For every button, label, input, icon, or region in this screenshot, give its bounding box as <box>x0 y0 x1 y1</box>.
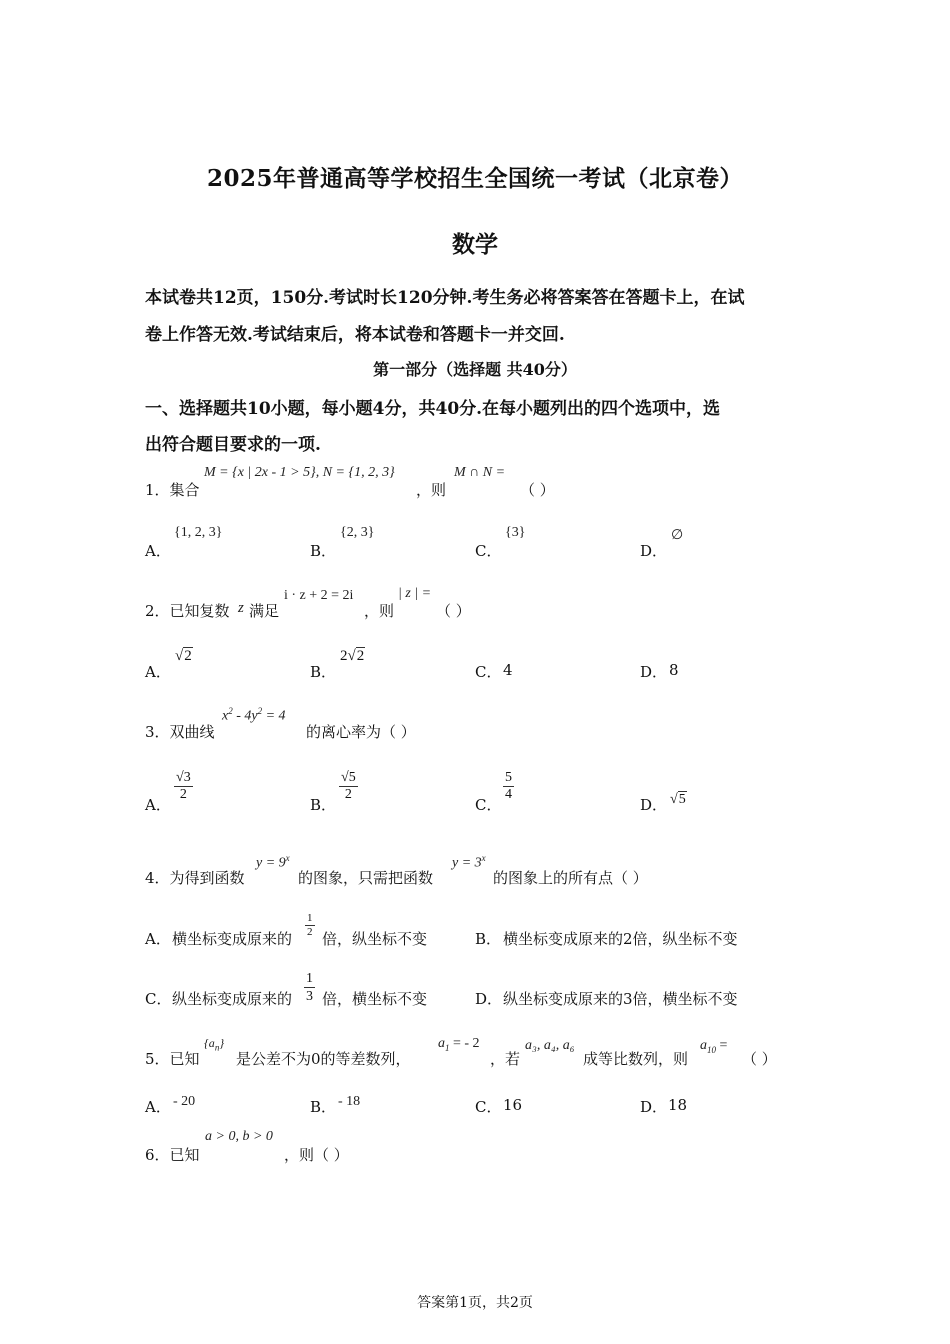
q3-eq-x-exponent: 2 <box>228 706 233 716</box>
q3-eq-rhs: = 4 <box>262 708 286 724</box>
q3-option-a-fraction <box>174 770 193 803</box>
instructions-line-1: 本试卷共12页，150分.考试时长120分钟.考生务必将答案答在答题卡上，在试 <box>145 288 745 308</box>
question-3-suffix: 的离心率为（ ） <box>306 723 416 741</box>
q3-option-b-label: B． <box>310 796 337 814</box>
question-5-mid-3: 成等比数列，则 <box>583 1050 689 1068</box>
q3-option-b-numerator: √5 <box>341 770 356 785</box>
q4-option-c-text-before: 纵坐标变成原来的 <box>172 990 293 1008</box>
q2-option-b-radicand: 2 <box>356 648 365 664</box>
question-4-function-1 <box>256 853 290 872</box>
q5-option-a-value: - 20 <box>173 1094 196 1109</box>
q5-ask-var: a <box>700 1038 707 1053</box>
q5-a1-subscript: 1 <box>445 1042 450 1053</box>
q5-seq-open: {a <box>204 1036 215 1050</box>
question-6-condition: a > 0, b > 0 <box>205 1129 273 1144</box>
q2-option-a-label: A． <box>145 663 171 681</box>
q3-option-a-numerator: √3 <box>176 770 191 785</box>
question-5-paren: （ ） <box>742 1050 777 1068</box>
q5-ask-subscript: 10 <box>707 1044 716 1055</box>
question-3-equation <box>222 706 286 725</box>
q5-a1-value: = - 2 <box>449 1036 480 1051</box>
q5-option-a-label: A． <box>145 1098 171 1116</box>
q4-f1-exponent: x <box>285 853 290 863</box>
q2-option-c-label: C． <box>475 663 502 681</box>
q3-option-d-radicand: 5 <box>678 792 686 807</box>
q5-option-b-value: - 18 <box>338 1094 361 1109</box>
q4-option-b-text: 横坐标变成原来的2倍，纵坐标不变 <box>503 930 738 948</box>
question-2-paren: （ ） <box>436 602 471 620</box>
q3-option-d-label: D． <box>640 796 668 814</box>
question-2-variable: z <box>238 600 244 616</box>
q4-option-c-text-after: 倍，横坐标不变 <box>322 990 428 1008</box>
q1-option-d-label: D． <box>640 542 668 560</box>
page-footer: 答案第1页，共2页 <box>417 1295 533 1311</box>
question-1-mid: ，则 <box>416 481 447 499</box>
question-2-mid-2: ，则 <box>364 602 395 620</box>
q5-ask-equals: = <box>716 1038 728 1053</box>
q3-option-d-value: √5 <box>670 792 686 807</box>
q4-option-a-label: A． <box>145 930 171 948</box>
q1-option-a-label: A． <box>145 542 171 560</box>
question-1-paren: （ ） <box>520 481 555 499</box>
question-6-prefix: 6．已知 <box>145 1146 200 1164</box>
question-3-prefix: 3．双曲线 <box>145 723 215 741</box>
q4-option-a-fraction <box>305 912 315 939</box>
q1-option-a-value: {1, 2, 3} <box>174 525 223 540</box>
q4-option-a-denominator: 2 <box>307 926 313 938</box>
q2-option-b-coefficient: 2 <box>340 648 348 664</box>
q4-f1-base: y = 9 <box>256 855 286 871</box>
q5-option-d-label: D． <box>640 1098 668 1116</box>
instructions-line-2: 卷上作答无效.考试结束后，将本试卷和答题卡一并交回. <box>145 325 565 345</box>
q1-option-b-label: B． <box>310 542 337 560</box>
q5-seq-subscript: n <box>214 1042 220 1053</box>
q3-option-a-denominator: 2 <box>179 787 187 802</box>
question-4-function-2 <box>452 853 486 872</box>
question-5-prefix: 5．已知 <box>145 1050 200 1068</box>
q3-option-a-label: A． <box>145 796 171 814</box>
q4-option-c-label: C． <box>145 990 172 1008</box>
q3-option-c-fraction <box>503 770 514 803</box>
q4-f2-base: y = 3 <box>452 855 482 871</box>
q4-option-c-fraction <box>304 970 315 1005</box>
question-1-ask-expression: M ∩ N = <box>454 465 506 480</box>
q4-option-a-numerator: 1 <box>307 912 313 924</box>
part-one-title: 第一部分（选择题 共40分） <box>373 360 577 379</box>
q4-option-b-label: B． <box>475 930 502 948</box>
q3-option-c-denominator: 4 <box>505 787 512 802</box>
question-5-terms: a₃, a₄, a₆ <box>525 1038 575 1053</box>
q2-option-a-radicand: 2 <box>184 648 192 664</box>
q4-option-d-label: D． <box>475 990 503 1008</box>
q2-option-b-value: 2√2 <box>340 648 365 664</box>
q5-option-c-value: 16 <box>503 1096 523 1114</box>
q5-option-b-label: B． <box>310 1098 337 1116</box>
question-2-equation: i · z + 2 = 2i <box>284 588 354 603</box>
q5-option-c-label: C． <box>475 1098 502 1116</box>
q3-eq-y: - 4y <box>232 708 258 724</box>
q1-option-b-value: {2, 3} <box>340 525 375 540</box>
q4-option-c-denominator: 3 <box>306 989 313 1004</box>
q1-option-c-label: C． <box>475 542 502 560</box>
question-5-mid-1: 是公差不为0的等差数列， <box>236 1050 411 1068</box>
q3-option-c-label: C． <box>475 796 502 814</box>
q4-option-a-text-after: 倍，纵坐标不变 <box>322 930 428 948</box>
q5-a1-var: a <box>438 1036 445 1051</box>
q4-f2-exponent: x <box>481 853 486 863</box>
q3-eq-y-exponent: 2 <box>257 706 263 716</box>
q5-seq-close: } <box>219 1036 225 1050</box>
question-2-prefix: 2．已知复数 <box>145 602 230 620</box>
q3-option-c-numerator: 5 <box>505 770 512 785</box>
section-heading-line-1: 一、选择题共10小题，每小题4分，共40分.在每小题列出的四个选项中，选 <box>145 399 721 419</box>
question-1-prefix: 1．集合 <box>145 481 200 499</box>
q2-option-d-value: 8 <box>669 661 679 679</box>
q1-option-c-value: {3} <box>505 525 526 540</box>
q3-option-b-fraction <box>339 770 358 803</box>
q2-option-a-value: √2 <box>175 648 192 664</box>
question-2-ask-expression: | z | = <box>398 586 432 601</box>
q4-option-d-text: 纵坐标变成原来的3倍，横坐标不变 <box>503 990 738 1008</box>
q4-option-a-text-before: 横坐标变成原来的 <box>172 930 293 948</box>
question-5-mid-2: ，若 <box>490 1050 521 1068</box>
q3-eq-x: x <box>222 708 229 724</box>
q2-option-d-label: D． <box>640 663 668 681</box>
question-5-sequence <box>204 1036 224 1052</box>
page-title: 2025年普通高等学校招生全国统一考试（北京卷） <box>206 165 743 192</box>
q2-option-b-label: B． <box>310 663 337 681</box>
subject-title: 数学 <box>452 231 498 258</box>
q3-option-b-radicand: 5 <box>348 770 356 785</box>
q2-option-c-value: 4 <box>503 661 513 679</box>
question-5-ask <box>700 1038 727 1055</box>
q3-option-b-denominator: 2 <box>344 787 352 802</box>
question-4-prefix: 4．为得到函数 <box>145 869 245 887</box>
question-6-suffix: ，则（ ） <box>284 1146 349 1164</box>
question-1-set-expression: M = {x | 2x - 1 > 5}, N = {1, 2, 3} <box>204 465 395 480</box>
question-2-mid-1: 满足 <box>249 602 280 620</box>
q3-option-a-radicand: 3 <box>183 770 191 785</box>
question-4-mid: 的图象，只需把函数 <box>298 869 434 887</box>
question-4-suffix: 的图象上的所有点（ ） <box>493 869 648 887</box>
q4-option-c-numerator: 1 <box>306 971 313 986</box>
q1-option-d-value: ∅ <box>671 528 684 543</box>
question-5-first-term <box>438 1036 480 1053</box>
section-heading-line-2: 出符合题目要求的一项. <box>145 435 321 455</box>
q5-option-d-value: 18 <box>668 1096 688 1114</box>
